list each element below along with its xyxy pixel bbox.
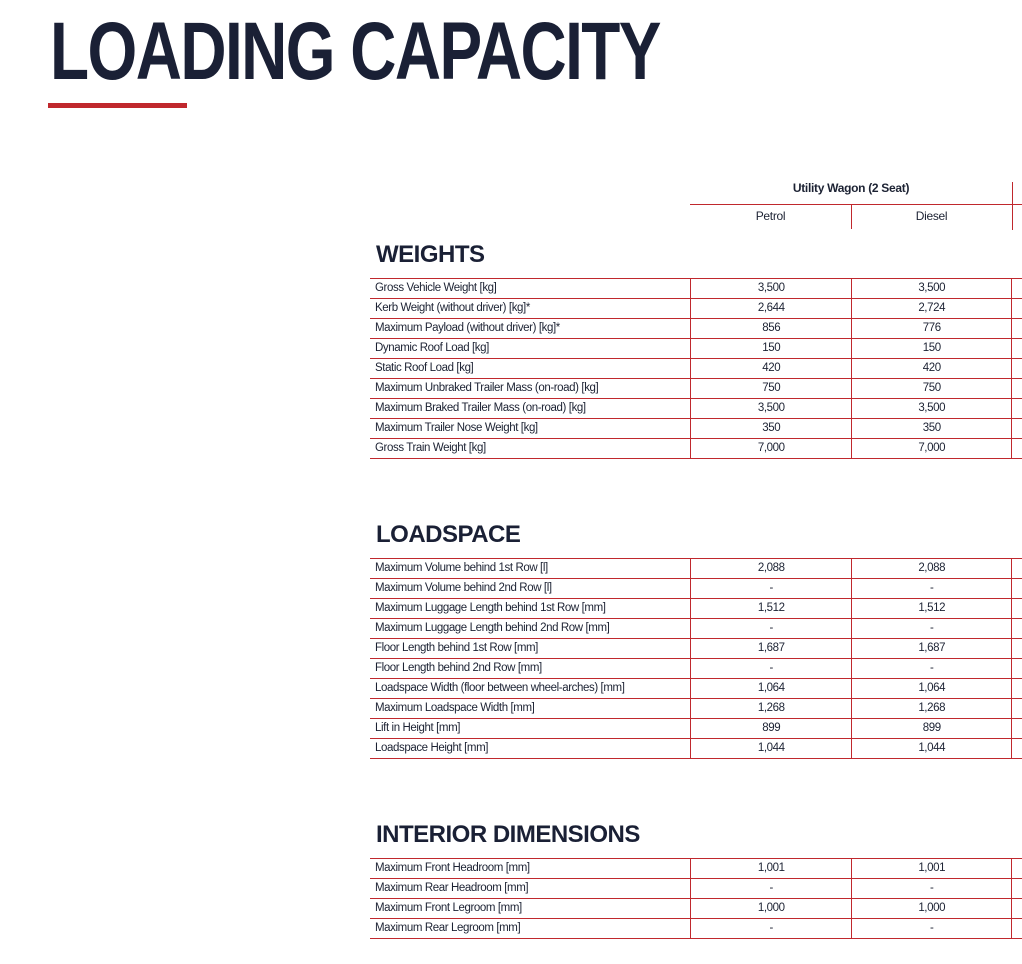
diesel-value: 1,044 [851, 739, 1011, 759]
row-label: Maximum Payload (without driver) [kg]* [370, 319, 691, 339]
petrol-value: 350 [691, 419, 851, 439]
diesel-value: 150 [851, 339, 1011, 359]
row-label: Loadspace Width (floor between wheel-arches) [mm] [370, 679, 691, 699]
row-label: Floor Length behind 1st Row [mm] [370, 639, 691, 659]
diesel-value: - [851, 879, 1011, 899]
table-row [370, 619, 1022, 639]
petrol-value: - [691, 919, 851, 939]
row-label: Kerb Weight (without driver) [kg]* [370, 299, 691, 319]
petrol-value: 1,268 [691, 699, 851, 719]
row-label: Loadspace Height [mm] [370, 739, 691, 759]
row-label: Maximum Luggage Length behind 2nd Row [mm] [370, 619, 691, 639]
petrol-value: 750 [691, 379, 851, 399]
diesel-value: 3,500 [851, 399, 1011, 419]
table-row [370, 719, 1022, 739]
spec-table [370, 278, 1022, 459]
row-label: Maximum Volume behind 2nd Row [l] [370, 579, 691, 599]
row-label: Lift in Height [mm] [370, 719, 691, 739]
table-row [370, 419, 1022, 439]
column-header-petrol: Petrol [755, 209, 786, 223]
row-label: Maximum Luggage Length behind 1st Row [mm] [370, 599, 691, 619]
table-row [370, 439, 1022, 459]
petrol-value: 2,088 [691, 559, 851, 579]
diesel-value: 1,064 [851, 679, 1011, 699]
row-label: Floor Length behind 2nd Row [mm] [370, 659, 691, 679]
row-label: Maximum Volume behind 1st Row [l] [370, 559, 691, 579]
petrol-value: 1,000 [691, 899, 851, 919]
diesel-value: 1,001 [851, 859, 1011, 879]
petrol-value: 899 [691, 719, 851, 739]
section-heading: LOADSPACE [376, 521, 521, 548]
diesel-value: 1,512 [851, 599, 1011, 619]
table-row [370, 559, 1022, 579]
diesel-value: 7,000 [851, 439, 1011, 459]
petrol-value: 1,044 [691, 739, 851, 759]
row-label: Static Roof Load [kg] [370, 359, 691, 379]
table-row [370, 859, 1022, 879]
petrol-value: 7,000 [691, 439, 851, 459]
table-row [370, 659, 1022, 679]
spec-table [370, 858, 1022, 939]
column-header-diesel: Diesel [915, 209, 948, 223]
petrol-value: 3,500 [691, 399, 851, 419]
table-row [370, 899, 1022, 919]
diesel-value: 750 [851, 379, 1011, 399]
row-label: Maximum Rear Legroom [mm] [370, 919, 691, 939]
row-label: Gross Vehicle Weight [kg] [370, 279, 691, 299]
table-row [370, 359, 1022, 379]
table-row [370, 879, 1022, 899]
table-row [370, 279, 1022, 299]
table-row [370, 299, 1022, 319]
section-heading: INTERIOR DIMENSIONS [376, 821, 640, 848]
table-row [370, 639, 1022, 659]
diesel-value: 1,687 [851, 639, 1011, 659]
diesel-value: 1,268 [851, 699, 1011, 719]
diesel-value: 776 [851, 319, 1011, 339]
diesel-value: - [851, 919, 1011, 939]
table-row [370, 379, 1022, 399]
row-label: Maximum Loadspace Width [mm] [370, 699, 691, 719]
page-title: LOADING CAPACITY [50, 6, 660, 97]
diesel-value: 899 [851, 719, 1011, 739]
petrol-value: 1,064 [691, 679, 851, 699]
table-row [370, 399, 1022, 419]
title-underline [48, 103, 187, 108]
table-row [370, 919, 1022, 939]
petrol-value: 3,500 [691, 279, 851, 299]
petrol-value: 856 [691, 319, 851, 339]
diesel-value: 420 [851, 359, 1011, 379]
diesel-value: 2,724 [851, 299, 1011, 319]
sub-column-headers [690, 205, 1022, 229]
row-label: Maximum Front Legroom [mm] [370, 899, 691, 919]
diesel-value: 350 [851, 419, 1011, 439]
table-row [370, 739, 1022, 759]
row-label: Maximum Front Headroom [mm] [370, 859, 691, 879]
diesel-value: 1,000 [851, 899, 1011, 919]
section-heading: WEIGHTS [376, 241, 485, 268]
petrol-value: 1,687 [691, 639, 851, 659]
row-label: Gross Train Weight [kg] [370, 439, 691, 459]
table-row [370, 319, 1022, 339]
petrol-value: - [691, 879, 851, 899]
diesel-value: 3,500 [851, 279, 1011, 299]
table-row [370, 679, 1022, 699]
petrol-value: 150 [691, 339, 851, 359]
diesel-value: - [851, 579, 1011, 599]
diesel-value: 2,088 [851, 559, 1011, 579]
column-group-title: Utility Wagon (2 Seat) [792, 181, 910, 195]
petrol-value: - [691, 619, 851, 639]
table-row [370, 699, 1022, 719]
row-label: Maximum Rear Headroom [mm] [370, 879, 691, 899]
row-label: Maximum Braked Trailer Mass (on-road) [kg] [370, 399, 691, 419]
petrol-value: - [691, 579, 851, 599]
row-label: Dynamic Roof Load [kg] [370, 339, 691, 359]
petrol-value: - [691, 659, 851, 679]
diesel-value: - [851, 659, 1011, 679]
row-label: Maximum Trailer Nose Weight [kg] [370, 419, 691, 439]
table-row [370, 579, 1022, 599]
petrol-value: 420 [691, 359, 851, 379]
row-label: Maximum Unbraked Trailer Mass (on-road) [kg] [370, 379, 691, 399]
petrol-value: 1,001 [691, 859, 851, 879]
petrol-value: 2,644 [691, 299, 851, 319]
table-row [370, 339, 1022, 359]
petrol-value: 1,512 [691, 599, 851, 619]
table-row [370, 599, 1022, 619]
diesel-value: - [851, 619, 1011, 639]
spec-table [370, 558, 1022, 759]
